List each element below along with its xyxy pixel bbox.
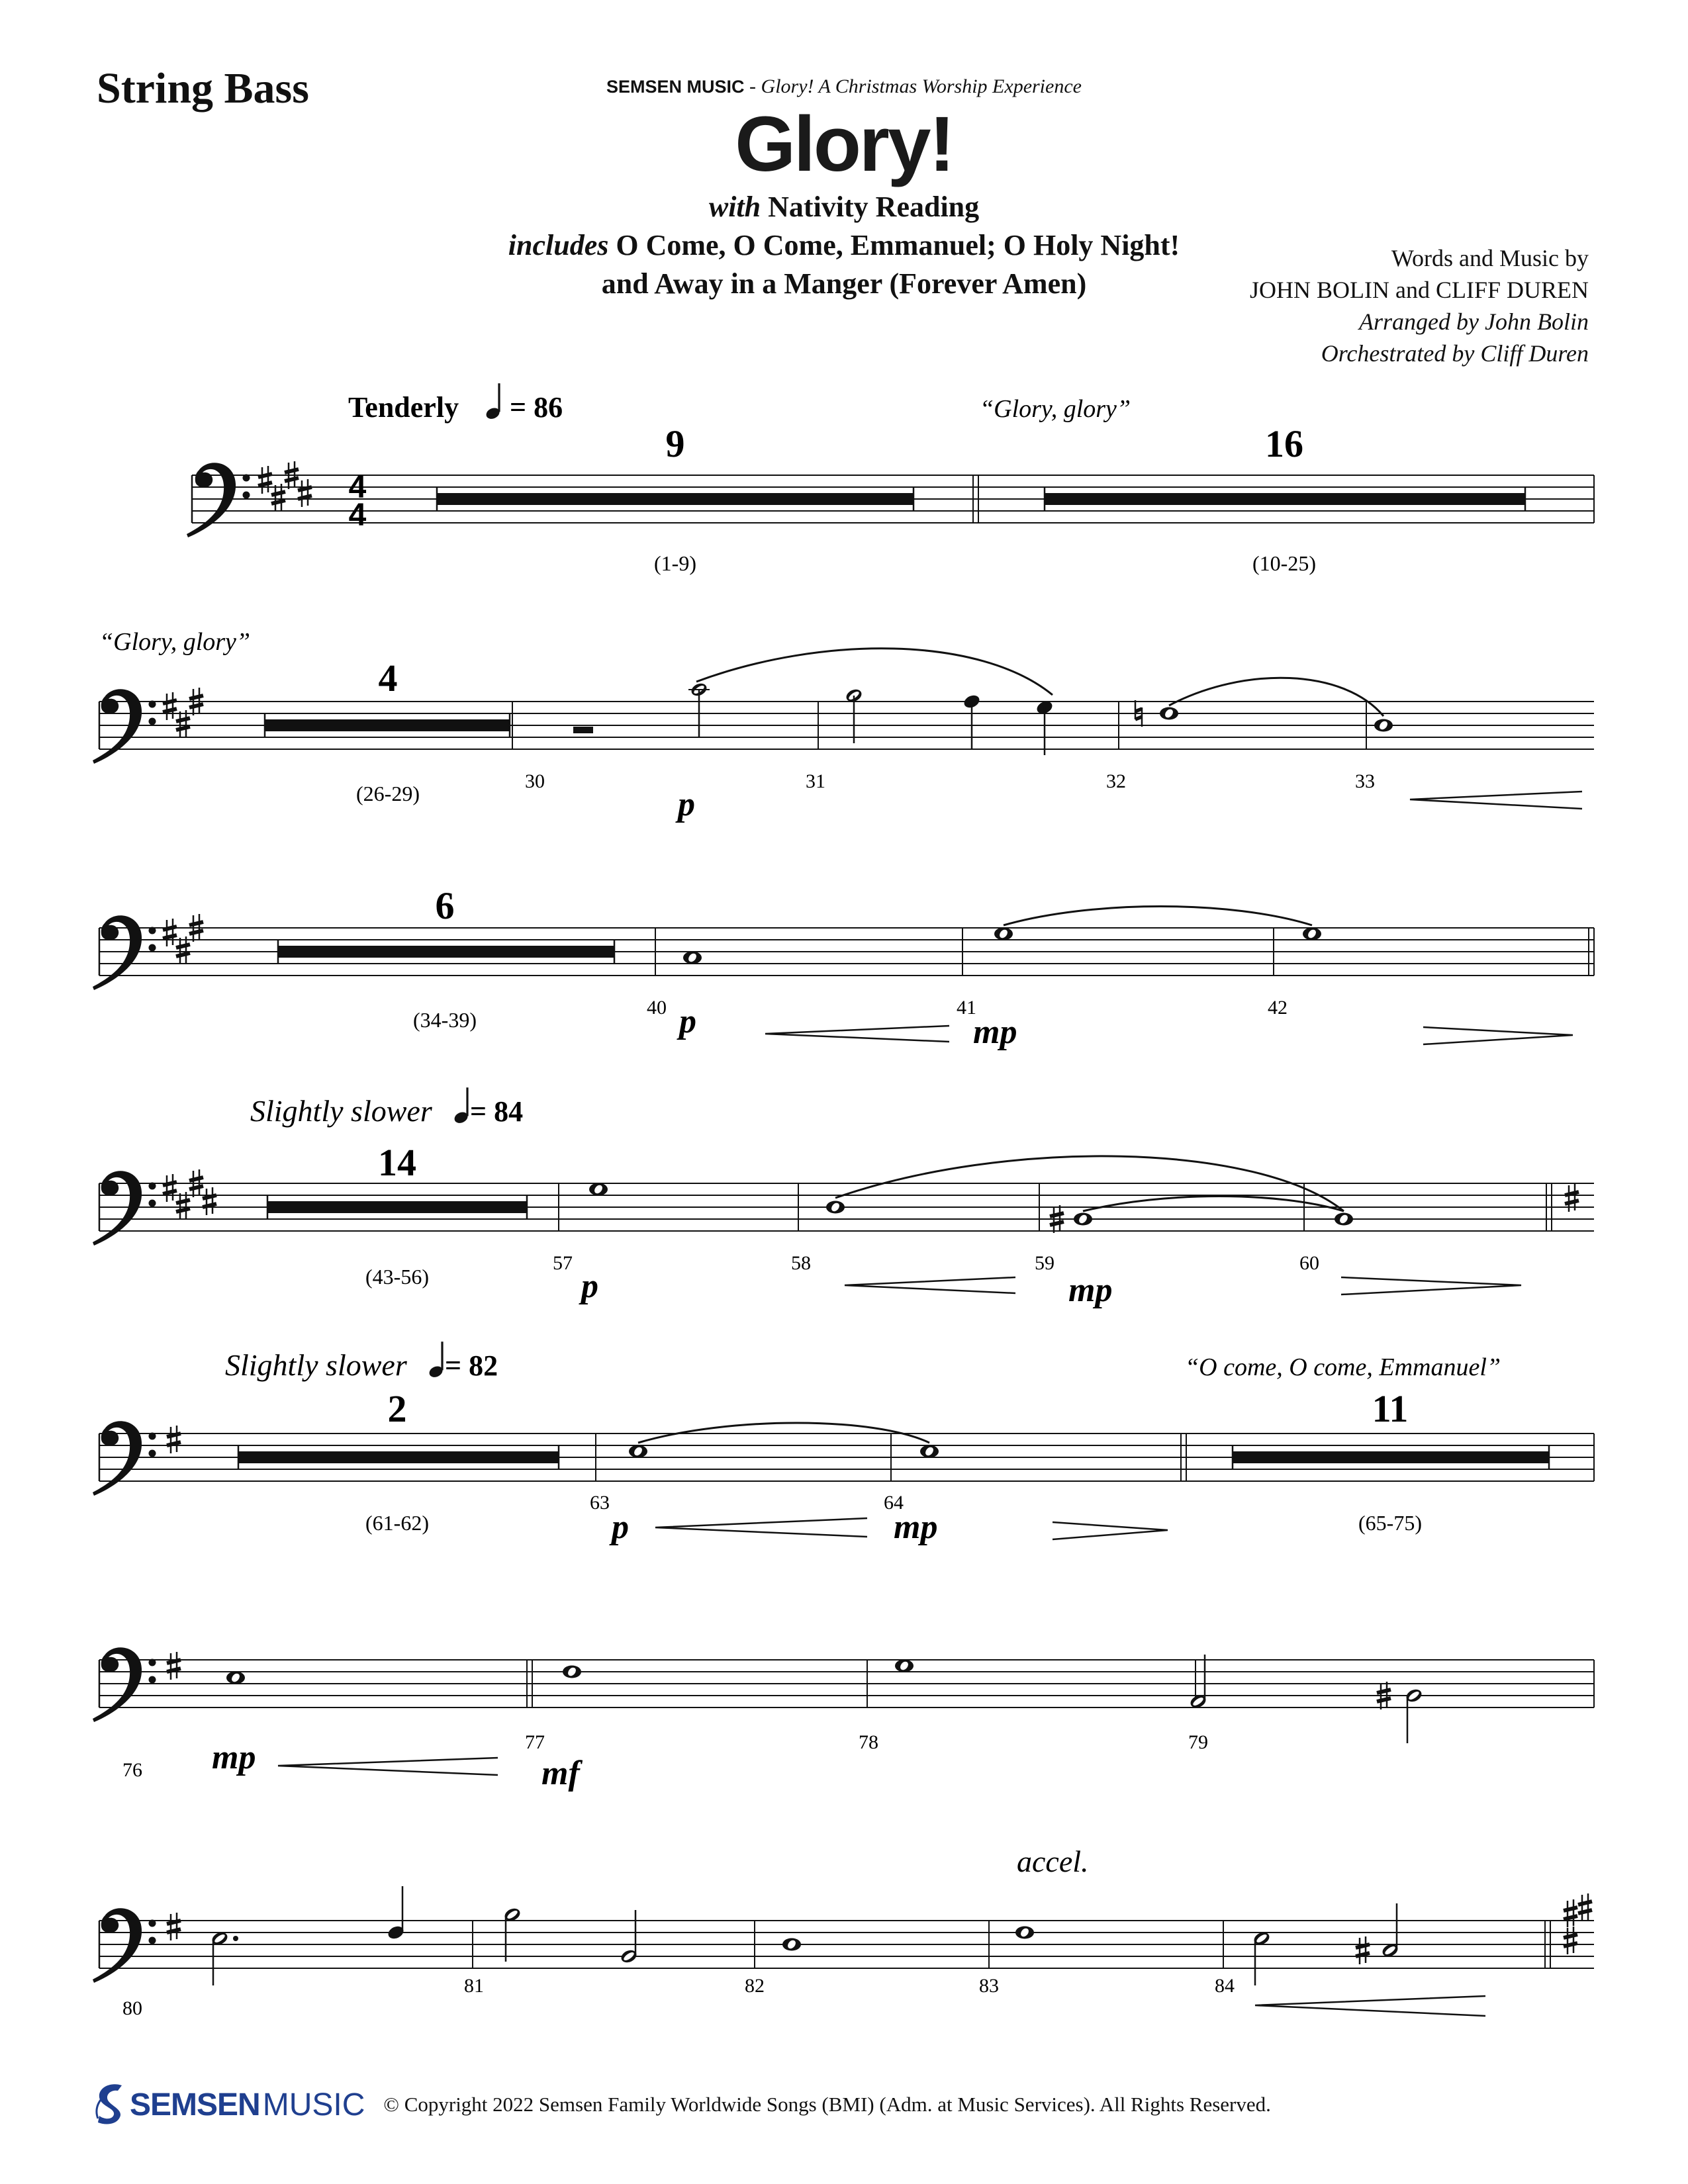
rest-range: (43-56) [365, 1265, 429, 1289]
logo-word-music: MUSIC [262, 2087, 365, 2122]
decrescendo-hairpin [1423, 1027, 1573, 1044]
key-sharp-icon [176, 936, 190, 964]
key-sharp-icon [167, 1426, 181, 1453]
multi-rest [265, 713, 510, 737]
whole-note [1015, 1927, 1034, 1939]
key-sharp-icon [203, 1187, 216, 1215]
measure-number: 58 [791, 1252, 811, 1274]
lyric-cue: “Glory, glory” [99, 628, 251, 656]
measure-number: 82 [745, 1975, 765, 1997]
lyric-cue: “O come, O come, Emmanuel” [1185, 1353, 1501, 1381]
credit-composers: JOHN BOLIN and CLIFF DUREN [1250, 277, 1589, 303]
note [1035, 699, 1055, 755]
note [1405, 1687, 1424, 1743]
measure-number: 59 [1035, 1252, 1055, 1274]
copyright-notice: © Copyright 2022 Semsen Family Worldwide Songs (BMI) (Adm. at Music Services). All Rights Reserved. [383, 2093, 1271, 2116]
rest-range: (61-62) [365, 1511, 429, 1535]
measure-number: 42 [1268, 997, 1288, 1019]
dynamic-mark: p [612, 1508, 629, 1546]
measure-number: 64 [884, 1492, 904, 1514]
subtitle-with: with [708, 191, 761, 223]
tempo-text: accel. [1017, 1844, 1089, 1878]
dynamic-mark: p [678, 786, 695, 823]
note [503, 1906, 522, 1962]
tie [1004, 907, 1312, 926]
subtitle-nativity: Nativity Reading [768, 191, 980, 223]
whole-note [895, 1660, 914, 1672]
measure-number: 78 [859, 1731, 878, 1753]
dynamic-mark: p [581, 1267, 598, 1305]
tempo-bpm: = 86 [510, 391, 563, 424]
key-change-sharp-icon [1564, 1899, 1577, 1927]
subtitle-away: and Away in a Manger (Forever Amen) [601, 267, 1087, 300]
key-sharp-icon [167, 1652, 181, 1680]
measure-number: 31 [806, 770, 825, 792]
decrescendo-hairpin [1053, 1522, 1168, 1539]
key-sharp-icon [167, 1913, 181, 1940]
time-signature-top: 4 [348, 470, 367, 505]
whole-note [226, 1672, 245, 1684]
note [843, 687, 865, 743]
credit-orchestrator: Orchestrated by Cliff Duren [1321, 340, 1589, 367]
dynamic-mark: mp [212, 1739, 256, 1776]
crescendo-hairpin [765, 1026, 949, 1042]
semsen-logo-icon [93, 2081, 130, 2128]
rest-range: (34-39) [413, 1008, 477, 1032]
bass-clef-icon [93, 1647, 156, 1722]
tempo-note-icon [453, 1087, 469, 1125]
note [1252, 1930, 1272, 1985]
rest-count: 16 [1265, 422, 1303, 465]
dynamic-mark: mp [973, 1013, 1017, 1051]
rest-count: 4 [378, 657, 398, 700]
bass-clef-icon [93, 1908, 156, 1983]
crescendo-hairpin [1255, 1996, 1485, 2016]
note [688, 681, 710, 737]
rest-count: 14 [378, 1141, 416, 1184]
multi-rest [267, 1195, 527, 1219]
bass-clef-icon [93, 1171, 156, 1246]
tempo-note-icon [428, 1342, 444, 1379]
measure-number: 41 [957, 997, 976, 1019]
rest-count: 11 [1372, 1387, 1409, 1430]
dynamic-mark: mp [894, 1508, 938, 1546]
dynamic-mark: mp [1068, 1271, 1113, 1309]
whole-note [1335, 1213, 1353, 1226]
sharp-icon [1356, 1936, 1370, 1964]
measure-number: 32 [1106, 770, 1126, 792]
measure-number: 30 [525, 770, 545, 792]
key-sharp-icon [271, 484, 285, 512]
measure-number: 77 [525, 1731, 545, 1753]
key-sharp-icon [163, 1174, 177, 1202]
measure-number: 84 [1215, 1975, 1235, 1997]
footer [93, 2078, 1271, 2131]
whole-note [1303, 928, 1321, 940]
slur [696, 649, 1053, 695]
bass-clef-icon [187, 463, 250, 537]
dynamic-mark: mf [541, 1754, 580, 1792]
subtitle-includes: includes [508, 229, 609, 261]
measure-number: 81 [464, 1975, 484, 1997]
crescendo-hairpin [1410, 792, 1582, 809]
rest-range: (1-9) [654, 551, 696, 575]
rest-range: (65-75) [1358, 1511, 1422, 1535]
key-sharp-icon [298, 479, 312, 507]
credit-words-music: Words and Music by [1391, 245, 1589, 271]
logo-word-semsen: SEMSEN [130, 2087, 260, 2122]
measure-number: 76 [122, 1759, 142, 1781]
tempo-bpm: = 84 [470, 1095, 524, 1128]
whole-note [994, 928, 1013, 940]
measure-number: 40 [647, 997, 667, 1019]
whole-note [589, 1183, 608, 1196]
measure-number: 63 [590, 1492, 610, 1514]
tempo-text: Slightly slower [225, 1348, 407, 1382]
whole-note [629, 1445, 647, 1458]
system-6 [99, 1660, 1594, 1707]
note [620, 1910, 639, 1965]
rest-count: 2 [387, 1387, 407, 1430]
publisher: SEMSEN MUSIC [606, 77, 745, 97]
whole-note [1374, 719, 1393, 732]
whole-note [1074, 1213, 1092, 1226]
whole-note [826, 1201, 845, 1214]
bass-clef-icon [93, 915, 156, 990]
collection-name: - Glory! A Christmas Worship Experience [749, 75, 1082, 97]
tempo-note-icon [485, 383, 501, 421]
bass-clef-icon [93, 1421, 156, 1496]
note [211, 1930, 238, 1985]
measure-number: 83 [979, 1975, 999, 1997]
decrescendo-hairpin [1341, 1277, 1521, 1295]
whole-note [563, 1666, 581, 1678]
key-sharp-icon [176, 710, 190, 738]
rest-range: (10-25) [1252, 551, 1316, 575]
measure-number: 60 [1299, 1252, 1319, 1274]
measure-number: 80 [122, 1997, 142, 2019]
note [1381, 1903, 1400, 1959]
rest-count: 6 [435, 884, 455, 927]
key-change-sharp-icon [1578, 1893, 1592, 1921]
tempo-text: Tenderly [348, 391, 459, 424]
key-sharp-icon [163, 919, 177, 946]
multi-rest [278, 940, 614, 964]
rest-count: 9 [665, 422, 685, 465]
crescendo-hairpin [655, 1518, 867, 1537]
note [387, 1886, 406, 1941]
measure-number: 33 [1355, 770, 1375, 792]
key-sharp-icon [176, 1192, 190, 1220]
whole-note [683, 952, 702, 964]
time-signature-bottom: 4 [348, 498, 367, 533]
multi-rest [1233, 1445, 1549, 1469]
credit-arranger: Arranged by John Bolin [1359, 308, 1589, 335]
part-name: String Bass [97, 64, 309, 113]
multi-rest [437, 487, 914, 511]
bass-clef-icon [93, 689, 156, 764]
tempo-text: Slightly slower [250, 1094, 432, 1128]
multi-rest [1045, 487, 1525, 511]
half-rest [573, 727, 593, 733]
measure-number: 79 [1188, 1731, 1208, 1753]
tempo-bpm: = 82 [445, 1349, 498, 1382]
key-change-sharp-icon [1564, 1927, 1577, 1954]
slur [1169, 678, 1383, 716]
whole-note [1160, 707, 1178, 720]
crescendo-hairpin [845, 1277, 1015, 1293]
measure-number: 57 [553, 1252, 573, 1274]
system-7 [99, 1921, 1594, 1968]
whole-note [920, 1445, 939, 1458]
multi-rest [238, 1445, 559, 1469]
song-title: Glory! [735, 101, 953, 188]
key-sharp-icon [163, 692, 177, 720]
crescendo-hairpin [278, 1758, 498, 1775]
subtitle-medley: O Come, O Come, Emmanuel; O Holy Night! [616, 229, 1180, 261]
rest-range: (26-29) [356, 782, 420, 805]
note [962, 693, 982, 749]
lyric-cue: “Glory, glory” [980, 395, 1131, 423]
note [1189, 1655, 1208, 1710]
key-sharp-icon [258, 466, 272, 494]
semsen-logo [93, 2081, 365, 2128]
whole-note [782, 1938, 801, 1951]
dynamic-mark: p [679, 1003, 696, 1040]
